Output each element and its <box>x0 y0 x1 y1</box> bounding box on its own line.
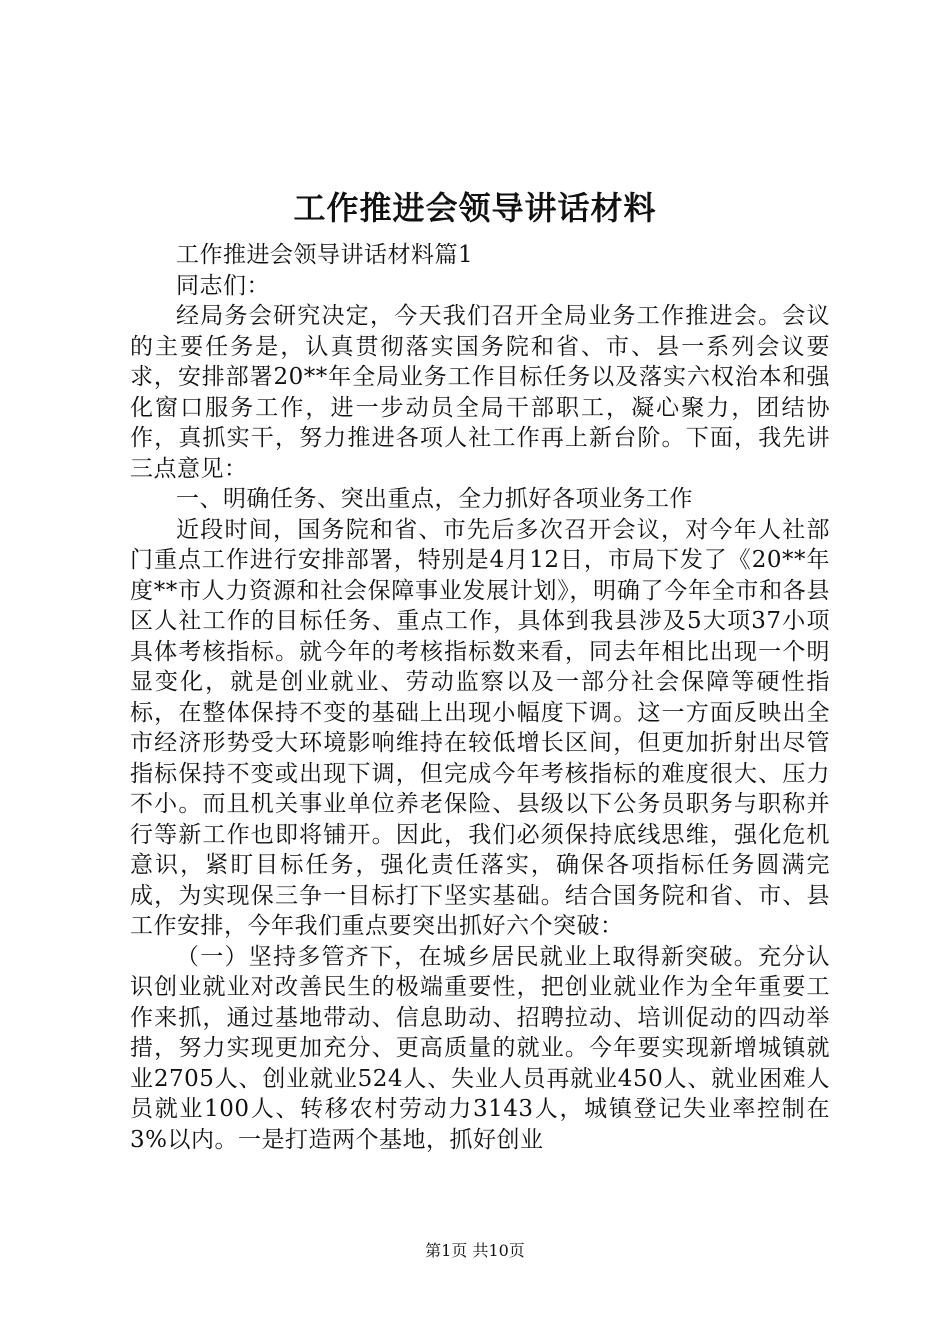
body-paragraph: 经局务会研究决定，今天我们召开全局业务工作推进会。会议的主要任务是，认真贯彻落实国务院和省、市、县一系列会议要求，安排部署20**年全局业务工作目标任务以及落实六权治本和强化窗口服务工作，进一步动员全局干部职工，凝心聚力，团结协作，真抓实干，努力推进各项人社工作再上新台阶。下面，我先讲三点意见： <box>130 303 830 482</box>
body-paragraph: （一）坚持多管齐下，在城乡居民就业上取得新突破。充分认识创业就业对改善民生的极端重要性，把创业就业作为全年重要工作来抓，通过基地带动、信息助动、招聘拉动、培训促动的四动举措，努力实现更加充分、更高质量的就业。今年要实现新增城镇就业2705人、创业就业524人、失业人员再就业450人、就业困难人员就业100人、转移农村劳动力3143人，城镇登记失业率控制在3%以内。一是打造两个基地，抓好创业 <box>130 943 830 1153</box>
document-body <box>130 240 830 1155</box>
document-title: 工作推进会领导讲话材料 <box>293 189 657 227</box>
body-paragraph: 近段时间，国务院和省、市先后多次召开会议，对今年人社部门重点工作进行安排部署，特别是4月12日，市局下发了《20**年度**市人力资源和社会保障事业发展计划》，明确了今年全市和各县区人社工作的目标任务、重点工作，具体到我县涉及5大项37小项具体考核指标。就今年的考核指标数来看，同去年相比出现一个明显变化，就是创业就业、劳动监察以及一部分社会保障等硬性指标，在整体保持不变的基础上出现小幅度下调。这一方面反映出全市经济形势受大环境影响维持在较低增长区间，但更加折射出尽管指标保持不变或出现下调，但完成今年考核指标的难度很大、压力不小。而且机关事业单位养老保险、县级以下公务员职务与职称并行等新工作也即将铺开。因此，我们必须保持底线思维，强化危机意识，紧盯目标任务，强化责任落实，确保各项指标任务圆满完成，为实现保三争一目标打下坚实基础。结合国务院和省、市、县工作安排，今年我们重点要突出抓好六个突破： <box>130 516 830 939</box>
subtitle-paragraph: 工作推进会领导讲话材料篇1 <box>176 242 474 268</box>
page-footer: 第1页 共10页 <box>425 1241 525 1260</box>
section-heading: 一、明确任务、突出重点，全力抓好各项业务工作 <box>176 486 693 512</box>
salutation-paragraph: 同志们： <box>176 272 270 299</box>
